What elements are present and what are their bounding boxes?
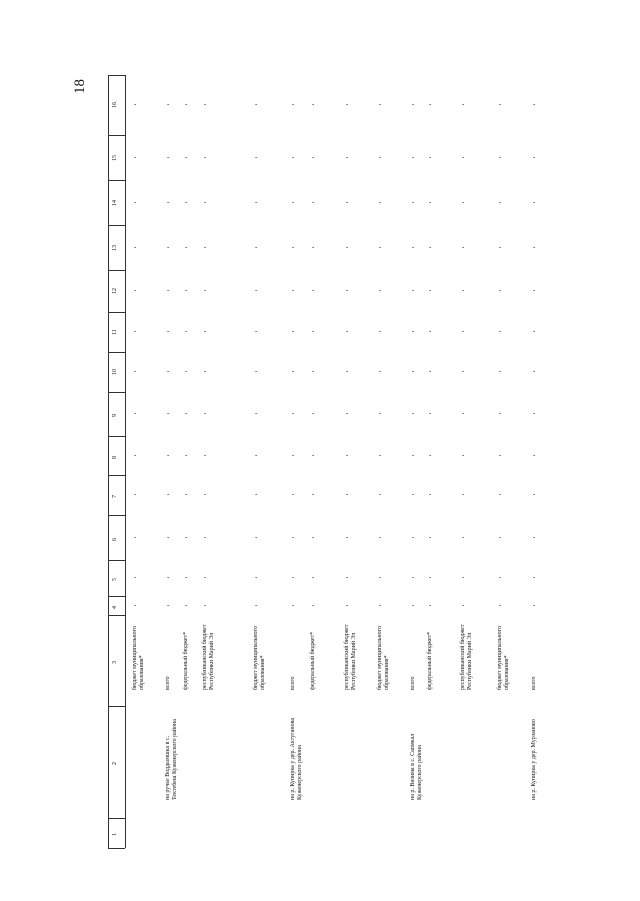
column-separator [108, 312, 125, 313]
empty-cell-dash: - [379, 286, 382, 294]
empty-cell-dash: - [167, 450, 170, 459]
empty-cell-dash: - [204, 490, 207, 498]
row-financing-source: бюджет муниципального образования* [497, 626, 511, 690]
empty-cell-dash: - [292, 490, 295, 498]
empty-cell-dash: - [346, 152, 349, 161]
empty-cell-dash: - [134, 409, 137, 417]
empty-cell-dash: - [379, 450, 382, 459]
empty-cell-dash: - [185, 242, 188, 251]
empty-cell-dash: - [499, 100, 502, 108]
column-number: 1 [112, 833, 118, 836]
empty-cell-dash: - [255, 327, 258, 335]
empty-cell-dash: - [379, 490, 382, 498]
empty-cell-dash: - [255, 367, 258, 375]
column-number: 7 [112, 495, 118, 498]
empty-cell-dash: - [533, 100, 536, 108]
row-financing-source: республиканский бюджет Республики Марий Эл [202, 624, 216, 690]
empty-cell-dash: - [134, 242, 137, 251]
empty-cell-dash: - [185, 450, 188, 459]
empty-cell-dash: - [429, 600, 432, 609]
empty-cell-dash: - [379, 573, 382, 581]
empty-cell-dash: - [255, 409, 258, 417]
column-separator [108, 135, 125, 136]
empty-cell-dash: - [312, 286, 315, 294]
empty-cell-dash: - [499, 152, 502, 161]
empty-cell-dash: - [204, 100, 207, 108]
empty-cell-dash: - [204, 450, 207, 459]
row-financing-source: бюджет муниципального образования* [377, 626, 391, 690]
empty-cell-dash: - [533, 286, 536, 294]
empty-cell-dash: - [412, 600, 415, 609]
empty-cell-dash: - [462, 367, 465, 375]
empty-cell-dash: - [312, 600, 315, 609]
table-bottom-border [108, 848, 125, 849]
column-number: 4 [112, 605, 118, 609]
column-number: 11 [112, 329, 118, 335]
empty-cell-dash: - [346, 242, 349, 251]
empty-cell-dash: - [499, 600, 502, 609]
column-separator [108, 352, 125, 353]
empty-cell-dash: - [185, 367, 188, 375]
empty-cell-dash: - [167, 242, 170, 251]
empty-cell-dash: - [292, 100, 295, 108]
empty-cell-dash: - [462, 409, 465, 417]
column-separator [108, 818, 125, 819]
empty-cell-dash: - [167, 409, 170, 417]
empty-cell-dash: - [255, 573, 258, 581]
empty-cell-dash: - [204, 409, 207, 417]
empty-cell-dash: - [312, 242, 315, 251]
empty-cell-dash: - [134, 532, 137, 541]
row-financing-source: бюджет муниципального образования* [253, 626, 267, 690]
empty-cell-dash: - [204, 532, 207, 541]
empty-cell-dash: - [134, 327, 137, 335]
empty-cell-dash: - [462, 152, 465, 161]
empty-cell-dash: - [499, 367, 502, 375]
column-number: 5 [112, 578, 118, 581]
empty-cell-dash: - [167, 197, 170, 206]
empty-cell-dash: - [533, 409, 536, 417]
empty-cell-dash: - [167, 286, 170, 294]
empty-cell-dash: - [167, 532, 170, 541]
empty-cell-dash: - [312, 450, 315, 459]
empty-cell-dash: - [292, 327, 295, 335]
empty-cell-dash: - [533, 573, 536, 581]
empty-cell-dash: - [185, 600, 188, 609]
empty-cell-dash: - [346, 197, 349, 206]
empty-cell-dash: - [412, 367, 415, 375]
empty-cell-dash: - [429, 286, 432, 294]
empty-cell-dash: - [255, 532, 258, 541]
empty-cell-dash: - [429, 450, 432, 459]
row-financing-source: всего [290, 676, 296, 690]
column-separator [108, 560, 125, 561]
empty-cell-dash: - [292, 242, 295, 251]
empty-cell-dash: - [499, 242, 502, 251]
empty-cell-dash: - [292, 409, 295, 417]
empty-cell-dash: - [499, 286, 502, 294]
empty-cell-dash: - [255, 152, 258, 161]
empty-cell-dash: - [429, 327, 432, 335]
empty-cell-dash: - [134, 600, 137, 609]
empty-cell-dash: - [312, 100, 315, 108]
empty-cell-dash: - [312, 367, 315, 375]
row-financing-source: федеральный бюджет* [310, 631, 316, 690]
empty-cell-dash: - [412, 450, 415, 459]
empty-cell-dash: - [185, 100, 188, 108]
empty-cell-dash: - [462, 450, 465, 459]
empty-cell-dash: - [255, 450, 258, 459]
empty-cell-dash: - [499, 490, 502, 498]
column-separator [108, 596, 125, 597]
empty-cell-dash: - [185, 327, 188, 335]
empty-cell-dash: - [346, 286, 349, 294]
empty-cell-dash: - [185, 152, 188, 161]
empty-cell-dash: - [499, 409, 502, 417]
empty-cell-dash: - [462, 327, 465, 335]
column-number: 12 [112, 288, 118, 294]
empty-cell-dash: - [429, 367, 432, 375]
empty-cell-dash: - [134, 490, 137, 498]
empty-cell-dash: - [379, 367, 382, 375]
empty-cell-dash: - [346, 327, 349, 335]
empty-cell-dash: - [167, 327, 170, 335]
empty-cell-dash: - [412, 242, 415, 251]
row-financing-source: федеральный бюджет* [183, 631, 189, 690]
empty-cell-dash: - [167, 100, 170, 108]
empty-cell-dash: - [167, 490, 170, 498]
empty-cell-dash: - [312, 490, 315, 498]
empty-cell-dash: - [255, 197, 258, 206]
row-financing-source: республиканский бюджет Республики Марий Эл [460, 624, 474, 690]
column-number: 15 [112, 154, 118, 161]
column-separator [108, 225, 125, 226]
empty-cell-dash: - [312, 152, 315, 161]
empty-cell-dash: - [167, 573, 170, 581]
empty-cell-dash: - [412, 490, 415, 498]
empty-cell-dash: - [499, 573, 502, 581]
empty-cell-dash: - [204, 367, 207, 375]
empty-cell-dash: - [412, 100, 415, 108]
empty-cell-dash: - [412, 409, 415, 417]
empty-cell-dash: - [255, 100, 258, 108]
empty-cell-dash: - [134, 197, 137, 206]
empty-cell-dash: - [292, 532, 295, 541]
empty-cell-dash: - [255, 600, 258, 609]
header-strip-border [125, 75, 126, 848]
row-object-name: на ручье Воддымшка в с. Тектебеш Куженерского района [165, 719, 179, 800]
empty-cell-dash: - [185, 286, 188, 294]
row-financing-source: республиканский бюджет Республики Марий Эл [344, 624, 358, 690]
empty-cell-dash: - [462, 532, 465, 541]
empty-cell-dash: - [185, 490, 188, 498]
empty-cell-dash: - [412, 152, 415, 161]
row-financing-source: федеральный бюджет* [427, 631, 433, 690]
column-separator [108, 615, 125, 616]
empty-cell-dash: - [499, 532, 502, 541]
empty-cell-dash: - [312, 573, 315, 581]
empty-cell-dash: - [379, 600, 382, 609]
empty-cell-dash: - [255, 286, 258, 294]
empty-cell-dash: - [185, 532, 188, 541]
row-object-name: на р. Купирка у дер. Актуганова Куженерского района [290, 717, 304, 800]
empty-cell-dash: - [346, 450, 349, 459]
row-financing-source: всего [165, 676, 171, 690]
empty-cell-dash: - [346, 367, 349, 375]
empty-cell-dash: - [462, 573, 465, 581]
empty-cell-dash: - [134, 286, 137, 294]
empty-cell-dash: - [462, 242, 465, 251]
empty-cell-dash: - [533, 490, 536, 498]
empty-cell-dash: - [533, 197, 536, 206]
empty-cell-dash: - [429, 152, 432, 161]
empty-cell-dash: - [346, 100, 349, 108]
empty-cell-dash: - [134, 367, 137, 375]
empty-cell-dash: - [204, 242, 207, 251]
empty-cell-dash: - [499, 450, 502, 459]
table-left-border [108, 75, 109, 848]
column-number: 13 [112, 244, 118, 251]
empty-cell-dash: - [292, 152, 295, 161]
column-number: 6 [112, 537, 118, 541]
empty-cell-dash: - [429, 409, 432, 417]
empty-cell-dash: - [346, 490, 349, 498]
page-number: 18 [72, 79, 88, 94]
empty-cell-dash: - [204, 152, 207, 161]
empty-cell-dash: - [412, 532, 415, 541]
row-object-name: на р. Визима в с. Сапмкал Куженерского района [410, 733, 424, 800]
empty-cell-dash: - [312, 197, 315, 206]
column-number: 9 [112, 414, 118, 417]
empty-cell-dash: - [292, 600, 295, 609]
empty-cell-dash: - [379, 152, 382, 161]
column-separator [108, 475, 125, 476]
empty-cell-dash: - [533, 327, 536, 335]
empty-cell-dash: - [379, 197, 382, 206]
empty-cell-dash: - [255, 242, 258, 251]
empty-cell-dash: - [533, 450, 536, 459]
column-number: 8 [112, 455, 118, 459]
empty-cell-dash: - [204, 286, 207, 294]
empty-cell-dash: - [462, 600, 465, 609]
empty-cell-dash: - [533, 242, 536, 251]
column-separator [108, 436, 125, 437]
empty-cell-dash: - [134, 152, 137, 161]
row-financing-source: всего [410, 676, 416, 690]
empty-cell-dash: - [429, 490, 432, 498]
empty-cell-dash: - [462, 197, 465, 206]
row-financing-source: бюджет муниципального образования* [132, 626, 146, 690]
empty-cell-dash: - [379, 532, 382, 541]
empty-cell-dash: - [292, 197, 295, 206]
column-number: 10 [112, 369, 118, 375]
column-separator [108, 75, 125, 76]
empty-cell-dash: - [134, 450, 137, 459]
empty-cell-dash: - [462, 286, 465, 294]
column-separator [108, 270, 125, 271]
empty-cell-dash: - [312, 409, 315, 417]
empty-cell-dash: - [462, 100, 465, 108]
empty-cell-dash: - [346, 600, 349, 609]
empty-cell-dash: - [499, 327, 502, 335]
empty-cell-dash: - [167, 600, 170, 609]
empty-cell-dash: - [312, 532, 315, 541]
empty-cell-dash: - [134, 573, 137, 581]
empty-cell-dash: - [412, 573, 415, 581]
empty-cell-dash: - [185, 573, 188, 581]
row-financing-source: всего [531, 676, 537, 690]
empty-cell-dash: - [429, 100, 432, 108]
empty-cell-dash: - [379, 409, 382, 417]
empty-cell-dash: - [346, 532, 349, 541]
column-separator [108, 706, 125, 707]
empty-cell-dash: - [533, 600, 536, 609]
empty-cell-dash: - [533, 532, 536, 541]
empty-cell-dash: - [379, 242, 382, 251]
empty-cell-dash: - [462, 490, 465, 498]
empty-cell-dash: - [533, 367, 536, 375]
empty-cell-dash: - [134, 100, 137, 108]
empty-cell-dash: - [412, 286, 415, 294]
empty-cell-dash: - [412, 197, 415, 206]
empty-cell-dash: - [312, 327, 315, 335]
empty-cell-dash: - [379, 100, 382, 108]
empty-cell-dash: - [204, 600, 207, 609]
empty-cell-dash: - [429, 573, 432, 581]
empty-cell-dash: - [292, 573, 295, 581]
empty-cell-dash: - [429, 532, 432, 541]
empty-cell-dash: - [204, 327, 207, 335]
empty-cell-dash: - [292, 367, 295, 375]
column-separator [108, 515, 125, 516]
column-number: 2 [112, 762, 118, 765]
column-separator [108, 392, 125, 393]
empty-cell-dash: - [167, 152, 170, 161]
empty-cell-dash: - [412, 327, 415, 335]
empty-cell-dash: - [429, 242, 432, 251]
column-number: 3 [112, 660, 118, 664]
empty-cell-dash: - [167, 367, 170, 375]
row-object-name: на р. Купирка у дер. Мурзаново [531, 719, 537, 800]
empty-cell-dash: - [204, 573, 207, 581]
empty-cell-dash: - [292, 450, 295, 459]
column-number: 16 [112, 102, 118, 108]
empty-cell-dash: - [499, 197, 502, 206]
column-number: 14 [112, 199, 118, 206]
empty-cell-dash: - [346, 409, 349, 417]
empty-cell-dash: - [185, 197, 188, 206]
empty-cell-dash: - [346, 573, 349, 581]
empty-cell-dash: - [292, 286, 295, 294]
empty-cell-dash: - [429, 197, 432, 206]
empty-cell-dash: - [185, 409, 188, 417]
empty-cell-dash: - [204, 197, 207, 206]
column-separator [108, 180, 125, 181]
empty-cell-dash: - [533, 152, 536, 161]
empty-cell-dash: - [255, 490, 258, 498]
empty-cell-dash: - [379, 327, 382, 335]
